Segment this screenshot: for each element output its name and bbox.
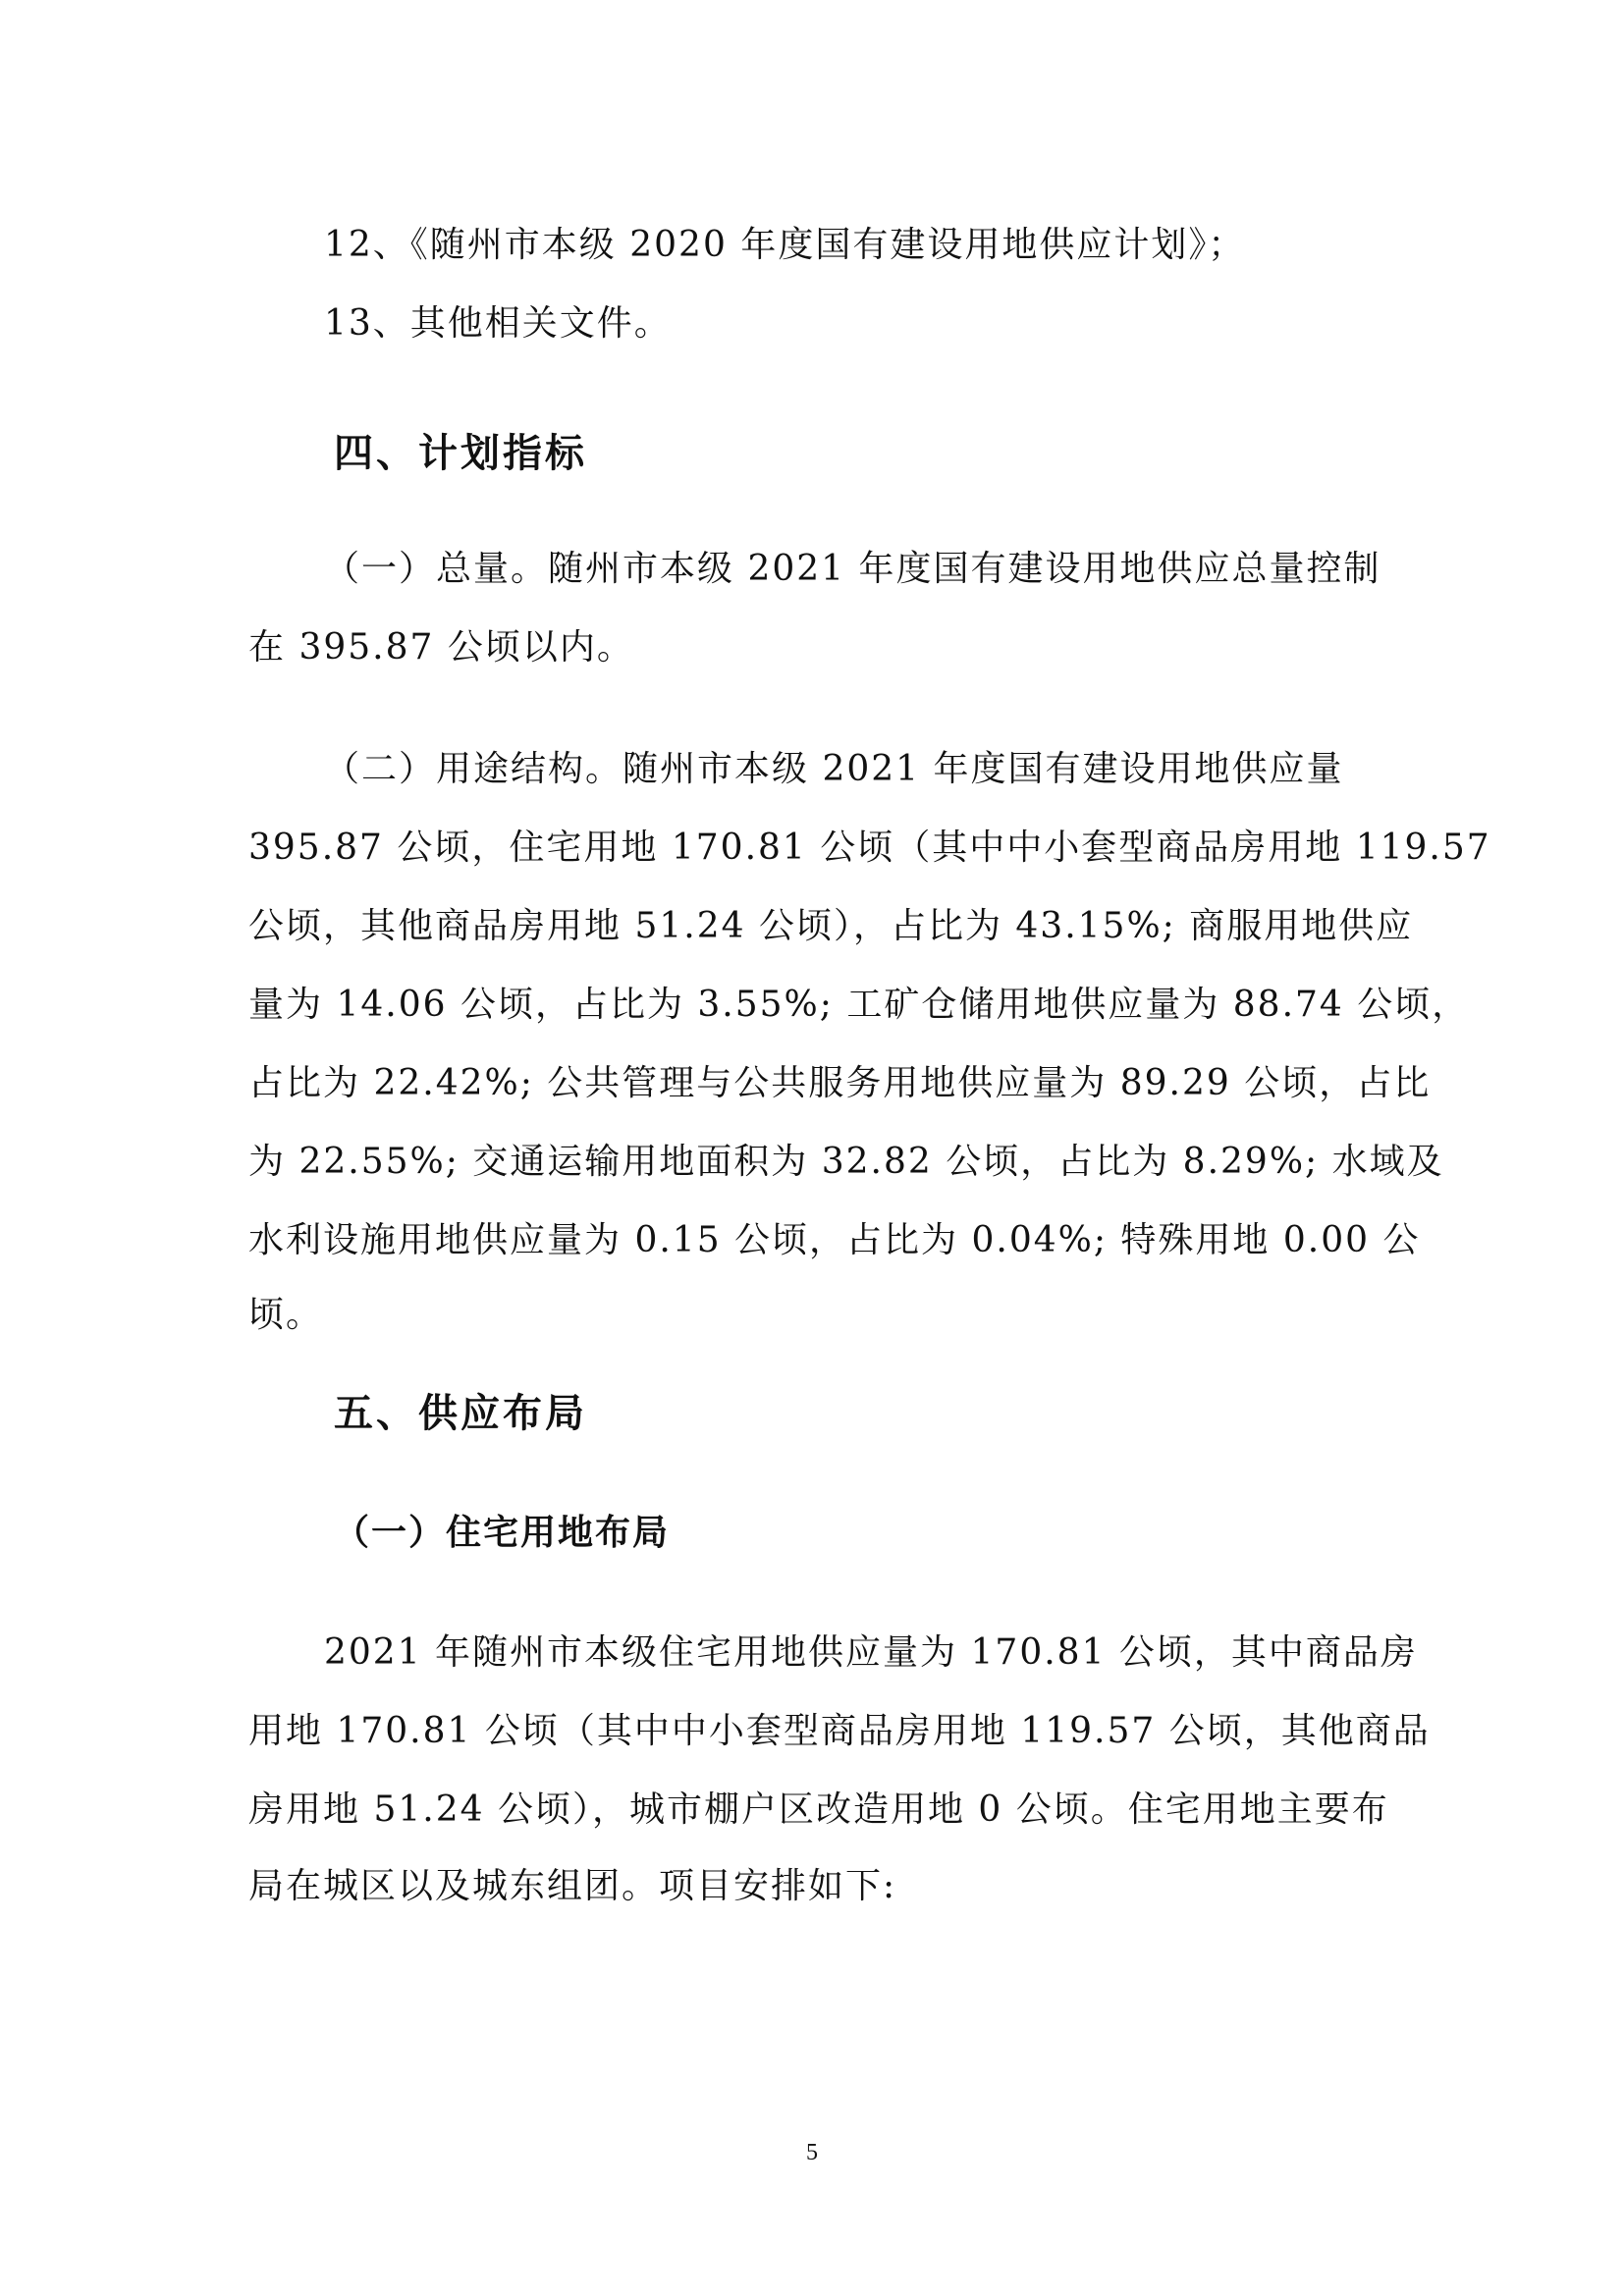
- basis-item-12: 12、《随州市本级 2020 年度国有建设用地供应计划》；: [324, 225, 1246, 265]
- structure-paragraph-line: 顷。: [248, 1295, 324, 1335]
- residential-paragraph-line: 2021 年随州市本级住宅用地供应量为 170.81 公顷，其中商品房: [324, 1632, 1418, 1673]
- subsection-heading-residential: （一）住宅用地布局: [334, 1513, 671, 1553]
- structure-paragraph-line: 占比为 22.42%; 公共管理与公共服务用地供应量为 89.29 公顷，占比: [248, 1063, 1432, 1103]
- total-paragraph-line: （一）总量。随州市本级 2021 年度国有建设用地供应总量控制: [324, 549, 1381, 589]
- total-paragraph-line: 在 395.87 公顷以内。: [248, 627, 634, 667]
- structure-paragraph-line: （二）用途结构。随州市本级 2021 年度国有建设用地供应量: [324, 749, 1344, 789]
- residential-paragraph-line: 用地 170.81 公顷（其中中小套型商品房用地 119.57 公顷，其他商品: [248, 1711, 1431, 1751]
- residential-paragraph-line: 局在城区以及城东组团。项目安排如下:: [248, 1866, 897, 1906]
- residential-paragraph-line: 房用地 51.24 公顷），城市棚户区改造用地 0 公顷。住宅用地主要布: [248, 1789, 1389, 1830]
- structure-paragraph-line: 量为 14.06 公顷，占比为 3.55%; 工矿仓储用地供应量为 88.74 公顷，: [248, 985, 1470, 1025]
- structure-paragraph-line: 公顷，其他商品房用地 51.24 公顷），占比为 43.15%; 商服用地供应: [248, 906, 1414, 946]
- structure-paragraph-line: 水利设施用地供应量为 0.15 公顷，占比为 0.04%; 特殊用地 0.00 公: [248, 1220, 1421, 1260]
- section-heading-plan-indicators: 四、计划指标: [334, 431, 587, 476]
- basis-item-13: 13、其他相关文件。: [324, 303, 672, 344]
- structure-paragraph-line: 为 22.55%; 交通运输用地面积为 32.82 公顷，占比为 8.29%; 水域及: [248, 1142, 1444, 1182]
- structure-paragraph-line: 395.87 公顷，住宅用地 170.81 公顷（其中中小套型商品房用地 119.57: [248, 828, 1491, 868]
- section-heading-supply-layout: 五、供应布局: [334, 1391, 587, 1436]
- page-number: 5: [806, 2140, 818, 2165]
